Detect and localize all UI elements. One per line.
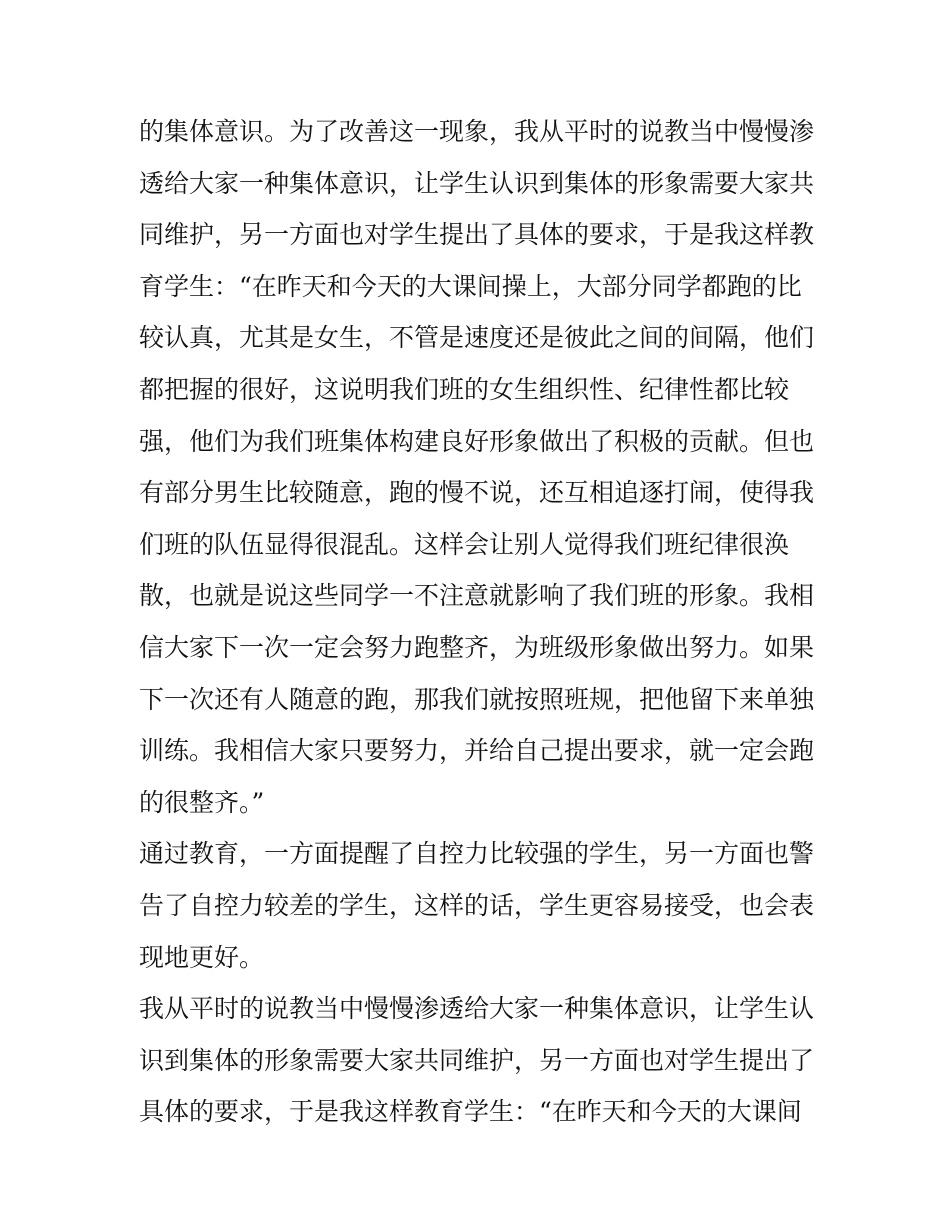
text-line: 识到集体的形象需要大家共同维护，另一方面也对学生提出了	[139, 1045, 815, 1075]
text-line: 散，也就是说这些同学一不注意就影响了我们班的形象。我相	[139, 581, 815, 611]
text-line: 具体的要求，于是我这样教育学生：“在昨天和今天的大课间	[139, 1097, 802, 1127]
text-line: 的集体意识。为了改善这一现象，我从平时的说教当中慢慢渗	[139, 117, 815, 146]
text-line: 的很整齐。”	[139, 787, 265, 817]
text-line: 告了自控力较差的学生，这样的话，学生更容易接受，也会表	[139, 890, 815, 920]
text-line: 育学生：“在昨天和今天的大课间操上，大部分同学都跑的比	[139, 271, 802, 301]
text-line: 透给大家一种集体意识，让学生认识到集体的形象需要大家共	[139, 168, 815, 198]
text-line: 都把握的很好，这说明我们班的女生组织性、纪律性都比较	[139, 374, 790, 404]
text-line: 下一次还有人随意的跑，那我们就按照班规，把他留下来单独	[139, 684, 815, 714]
text-line: 强，他们为我们班集体构建良好形象做出了积极的贡献。但也	[139, 426, 815, 456]
text-line: 现地更好。	[139, 942, 265, 972]
text-line: 通过教育，一方面提醒了自控力比较强的学生，另一方面也警	[139, 839, 815, 869]
text-line: 较认真，尤其是女生，不管是速度还是彼此之间的间隔，他们	[139, 323, 815, 353]
body-text	[139, 106, 839, 1138]
text-line: 我从平时的说教当中慢慢渗透给大家一种集体意识，让学生认	[139, 994, 815, 1024]
text-line: 有部分男生比较随意，跑的慢不说，还互相追逐打闹，使得我	[139, 478, 815, 508]
text-line: 训练。我相信大家只要努力，并给自己提出要求，就一定会跑	[139, 736, 815, 766]
text-line: 信大家下一次一定会努力跑整齐，为班级形象做出努力。如果	[139, 632, 815, 662]
text-line: 同维护，另一方面也对学生提出了具体的要求，于是我这样教	[139, 220, 815, 250]
text-line: 们班的队伍显得很混乱。这样会让别人觉得我们班纪律很涣	[139, 529, 790, 559]
